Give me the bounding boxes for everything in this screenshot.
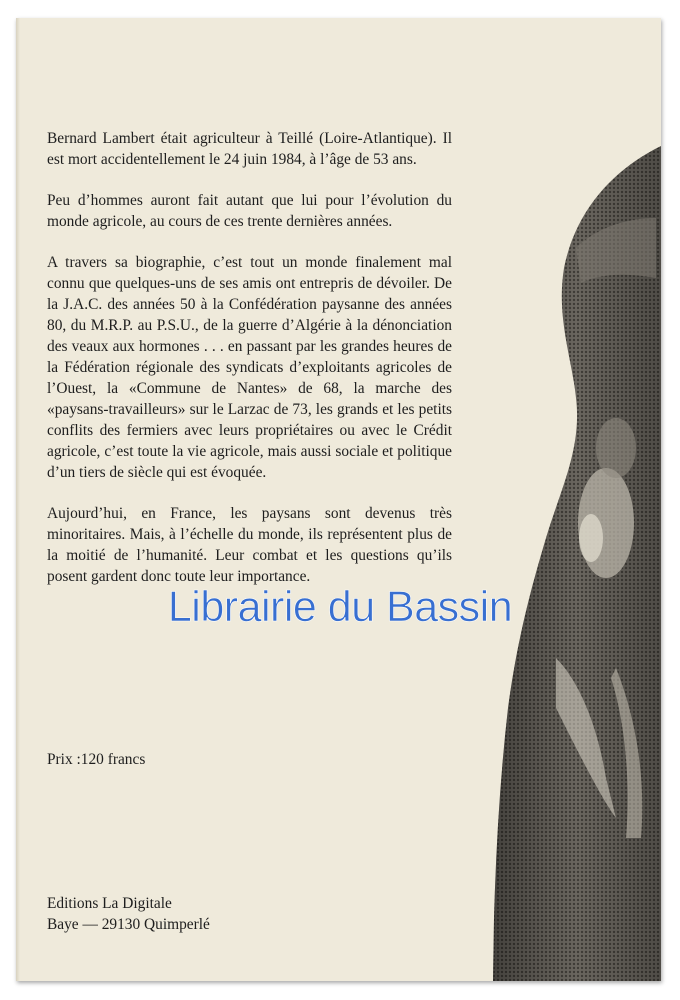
watermark-text: Librairie du Bassin (167, 583, 513, 631)
paragraph-biography: A travers sa biographie, c’est tout un monde finalement mal connu que quelques-uns de ses amis ont entrepris de dévoiler. De la J.A.C. des années 50 à la Confédération paysanne des années 80, du M.R.P. au P.S.U., de la guerre d’Algérie à la dénonciation des veaux aux hormones . . . en passant par les grandes heures de la Fédération régionale des syndicats d’exploitants agricoles de l’Ouest, la «Commune de Nantes» de 68, la marche des «paysans-travailleurs» sur le Larzac de 73, les grands et les petits conflits des fermiers avec leurs propriétaires ou avec le Crédit agricole, c’est toute la vie agricole, mais aussi sociale et politique d’un tiers de siècle qui est évoquée. (47, 254, 452, 481)
publisher-name: Editions La Digitale (47, 895, 172, 912)
paragraph-today: Aujourd’hui, en France, les paysans sont devenus très minoritaires. Mais, à l’échelle du monde, ils représentent plus de la moitié de l’humanité. Leur combat et les questions qu’ils posent gardent donc toute leur importance. (47, 505, 452, 585)
price-label: Prix :120 francs (47, 751, 146, 768)
paragraph-intro: Bernard Lambert était agriculteur à Teillé (Loire-Atlantique). Il est mort accidentellement le 24 juin 1984, à l’âge de 53 ans. (47, 130, 452, 168)
description-text (47, 128, 452, 607)
publisher-address: Baye — 29130 Quimperlé (47, 916, 210, 933)
book-back-cover (16, 18, 661, 981)
publisher-info (47, 893, 210, 935)
paragraph-evolution: Peu d’hommes auront fait autant que lui pour l’évolution du monde agricole, au cours de ces trente dernières années. (47, 192, 452, 230)
